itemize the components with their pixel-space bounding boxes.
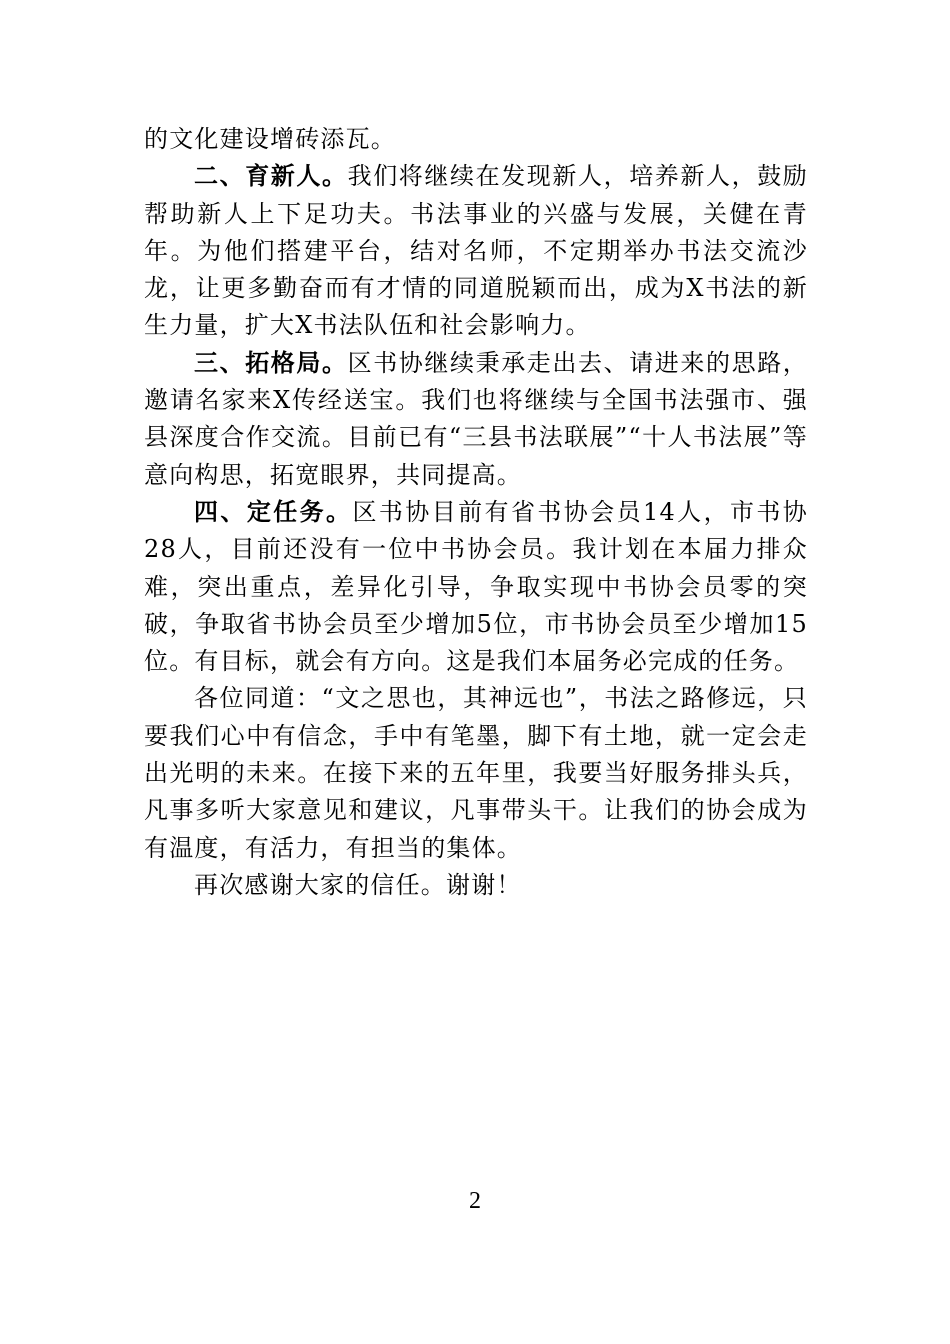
body-text	[144, 121, 808, 904]
paragraph-continuation	[144, 121, 808, 158]
paragraph-expand-pattern	[144, 345, 808, 494]
paragraph-text: 的文化建设增砖添瓦。	[144, 125, 396, 153]
paragraph-address-colleagues	[144, 680, 808, 866]
paragraph-text: 再次感谢大家的信任。谢谢！	[194, 870, 522, 899]
paragraph-nurture-talent	[144, 158, 808, 344]
paragraph-set-tasks	[144, 494, 808, 680]
paragraph-text: 各位同道：“文之思也，其神远也”，书法之路修远，只要我们心中有信念，手中有笔墨，脚下有土地，就一定会走出光明的未来。在接下来的五年里，我要当好服务排头兵，凡事多听大家意见和建议，凡事带头干。让我们的协会成为有温度，有活力，有担当的集体。	[144, 684, 808, 862]
paragraph-text: 区书协目前有省书协会员14人，市书协28人，目前还没有一位中书协会员。我计划在本届力排众难，突出重点，差异化引导，争取实现中书协会员零的突破，争取省书协会员至少增加5位，市书协会员至少增加15位。有目标，就会有方向。这是我们本届务必完成的任务。	[144, 497, 809, 676]
paragraph-closing-thanks	[144, 867, 808, 904]
paragraph-text: 区书协继续秉承走出去、请进来的思路，邀请名家来X传经送宝。我们也将继续与全国书法强市、强县深度合作交流。目前已有“三县书法联展”“十人书法展”等意向构思，拓宽眼界，共同提高。	[144, 348, 808, 489]
paragraph-text: 我们将继续在发现新人，培养新人，鼓励帮助新人上下足功夫。书法事业的兴盛与发展，关健在青年。为他们搭建平台，结对名师，不定期举办书法交流沙龙，让更多勤奋而有才情的同道脱颖而出，成为X书法的新生力量，扩大X书法队伍和社会影响力。	[144, 162, 808, 340]
section-heading: 三、拓格局。	[194, 348, 348, 377]
page-number: 2	[469, 1188, 481, 1214]
section-heading: 二、育新人。	[194, 162, 348, 191]
section-heading: 四、定任务。	[194, 497, 353, 526]
